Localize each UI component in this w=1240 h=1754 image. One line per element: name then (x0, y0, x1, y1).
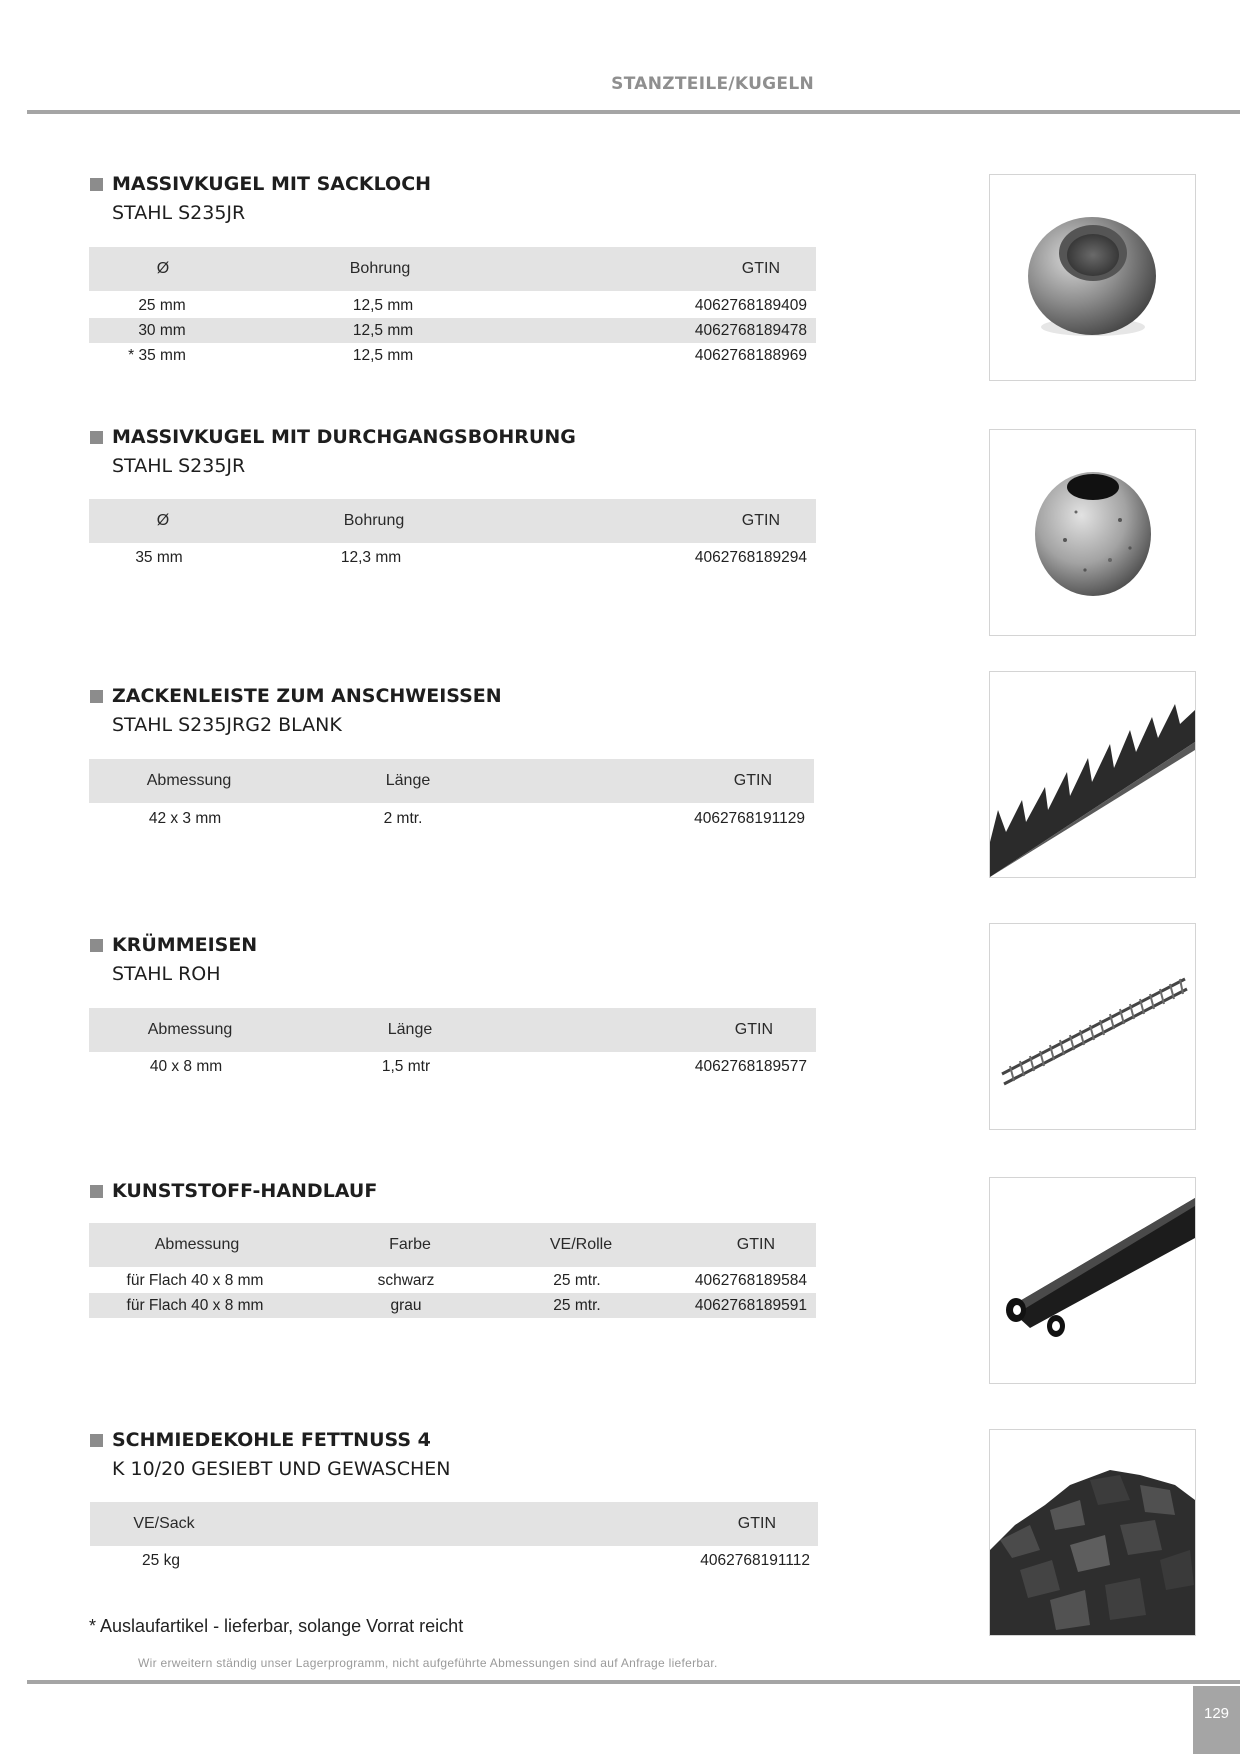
table-row (89, 318, 816, 343)
table-row (89, 805, 814, 832)
page-number: 129 (1193, 1686, 1240, 1754)
table-cell: 4062768189409 (694, 297, 807, 314)
table-cell: 1,5 mtr (381, 1058, 431, 1075)
table-cell: 42 x 3 mm (148, 810, 222, 827)
product-section-massivkugel-durchgangsbohrung (89, 424, 816, 570)
product-subtitle: STAHL ROH (112, 963, 221, 985)
handrail-profile-icon (990, 1178, 1195, 1383)
product-table (89, 247, 816, 368)
column-header: Farbe (389, 1236, 431, 1253)
table-cell: für Flach 40 x 8 mm (126, 1272, 264, 1289)
twisted-bar-icon (990, 924, 1195, 1129)
table-cell: für Flach 40 x 8 mm (126, 1297, 264, 1314)
product-table (89, 499, 816, 570)
table-cell: 40 x 8 mm (149, 1058, 223, 1075)
square-bullet-icon (90, 939, 103, 952)
table-cell: 4062768189294 (694, 549, 807, 566)
table-cell: 4062768189577 (694, 1058, 807, 1075)
product-image-steel-ball-blind-hole (989, 174, 1196, 381)
product-title-row (89, 1427, 816, 1454)
table-cell: grau (390, 1297, 422, 1314)
table-cell: 25 mtr. (553, 1272, 601, 1289)
table-cell: 12,5 mm (352, 322, 414, 339)
product-table (90, 1502, 818, 1574)
column-header: GTIN (737, 1515, 776, 1532)
product-image-forge-coal (989, 1429, 1196, 1636)
product-image-plastic-handrail (989, 1177, 1196, 1384)
column-header: Länge (385, 772, 431, 789)
product-subtitle: K 10/20 GESIEBT UND GEWASCHEN (112, 1458, 451, 1480)
product-title: MASSIVKUGEL MIT SACKLOCH (112, 173, 432, 195)
product-title: KUNSTSTOFF-HANDLAUF (112, 1180, 378, 1202)
column-header: Ø (156, 260, 170, 277)
table-cell: 12,3 mm (340, 549, 402, 566)
square-bullet-icon (90, 431, 103, 444)
product-table (89, 1008, 816, 1080)
table-cell: * 35 mm (128, 347, 186, 364)
table-header (89, 1008, 816, 1052)
table-cell: 12,5 mm (352, 347, 414, 364)
steel-ball-icon (990, 430, 1195, 635)
column-header: GTIN (736, 1236, 775, 1253)
product-title-row (89, 171, 816, 198)
product-table (89, 1223, 816, 1318)
column-header: Bohrung (343, 512, 405, 529)
product-title-row (89, 932, 816, 959)
product-title-row (89, 424, 816, 451)
column-header: Abmessung (146, 772, 232, 789)
steel-ball-icon (990, 175, 1195, 380)
table-row (89, 1053, 816, 1080)
footer-note: Wir erweitern ständig unser Lagerprogramm, nicht aufgeführte Abmessungen sind auf Anfrage lieferbar. (138, 1656, 718, 1670)
table-cell: schwarz (377, 1272, 435, 1289)
product-section-schmiedekohle (89, 1427, 816, 1574)
table-cell: 4062768189591 (694, 1297, 807, 1314)
table-cell: 4062768191129 (694, 810, 805, 827)
table-cell: 2 mtr. (383, 810, 423, 827)
table-row (90, 1547, 818, 1574)
table-header (90, 1502, 818, 1546)
table-row (89, 293, 816, 318)
product-title: MASSIVKUGEL MIT DURCHGANGSBOHRUNG (112, 426, 576, 448)
table-cell: 25 mm (138, 297, 186, 314)
product-title-row (89, 1178, 816, 1205)
square-bullet-icon (90, 690, 103, 703)
table-cell: 35 mm (135, 549, 183, 566)
square-bullet-icon (90, 1434, 103, 1447)
product-image-serrated-strip (989, 671, 1196, 878)
table-cell: 25 kg (142, 1552, 180, 1569)
product-section-zackenleiste (89, 683, 816, 832)
product-image-twisted-iron-bar (989, 923, 1196, 1130)
table-row (89, 1293, 816, 1318)
product-section-kunststoff-handlauf (89, 1178, 816, 1318)
header-divider (27, 110, 1240, 114)
column-header: Länge (387, 1021, 433, 1038)
product-table (89, 759, 814, 832)
page-title: STANZTEILE/KUGELN (611, 74, 814, 94)
product-subtitle: STAHL S235JRG2 BLANK (112, 714, 342, 736)
column-header: VE/Sack (133, 1515, 195, 1532)
table-header (89, 759, 814, 803)
table-row (89, 545, 816, 570)
table-row (89, 343, 816, 368)
product-subtitle: STAHL S235JR (112, 455, 246, 477)
column-header: Ø (156, 512, 170, 529)
discontinued-note: * Auslaufartikel - lieferbar, solange Vorrat reicht (89, 1616, 464, 1636)
table-cell: 4062768189584 (694, 1272, 807, 1289)
table-cell: 4062768189478 (694, 322, 807, 339)
column-header: GTIN (734, 1021, 773, 1038)
table-cell: 4062768188969 (694, 347, 807, 364)
square-bullet-icon (90, 178, 103, 191)
product-subtitle: STAHL S235JR (112, 202, 246, 224)
column-header: GTIN (733, 772, 772, 789)
table-cell: 30 mm (138, 322, 186, 339)
product-title: KRÜMMEISEN (112, 934, 258, 956)
column-header: Bohrung (349, 260, 411, 277)
table-header (89, 499, 816, 543)
column-header: Abmessung (154, 1236, 240, 1253)
table-cell: 4062768191112 (700, 1552, 810, 1569)
table-header (89, 247, 816, 291)
table-cell: 25 mtr. (553, 1297, 601, 1314)
table-header (89, 1223, 816, 1267)
coal-pile-icon (990, 1430, 1195, 1635)
product-title: ZACKENLEISTE ZUM ANSCHWEISSEN (112, 685, 502, 707)
square-bullet-icon (90, 1185, 103, 1198)
column-header: VE/Rolle (549, 1236, 613, 1253)
product-title-row (89, 683, 816, 710)
table-row (89, 1268, 816, 1293)
column-header: GTIN (741, 512, 780, 529)
column-header: Abmessung (147, 1021, 233, 1038)
product-section-kruemmeisen (89, 932, 816, 1080)
serrated-strip-icon (990, 672, 1195, 877)
product-title: SCHMIEDEKOHLE FETTNUSS 4 (112, 1429, 431, 1451)
table-cell: 12,5 mm (352, 297, 414, 314)
product-image-steel-ball-through-hole (989, 429, 1196, 636)
product-section-massivkugel-sackloch (89, 171, 816, 368)
column-header: GTIN (741, 260, 780, 277)
footer-divider (27, 1680, 1240, 1684)
